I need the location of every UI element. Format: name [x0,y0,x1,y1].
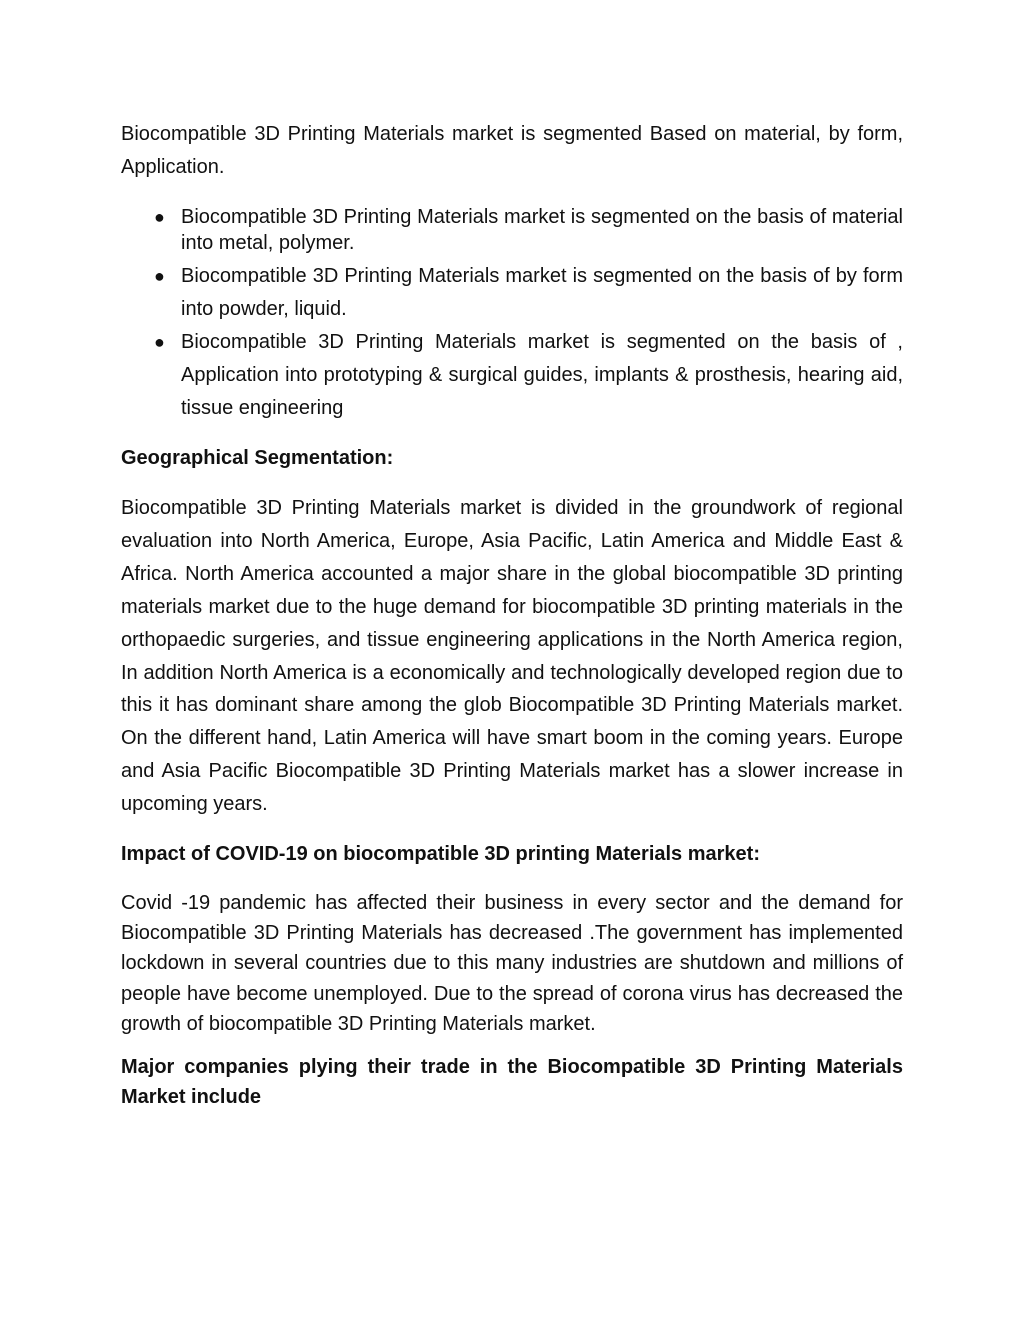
list-item [121,204,903,256]
covid-heading: Impact of COVID-19 on biocompatible 3D printing Materials market: [121,843,760,866]
bullet-icon: ● [154,207,165,227]
list-item [121,326,903,425]
bullet-icon: ● [154,266,165,286]
geographical-paragraph: Biocompatible 3D Printing Materials market is divided in the groundwork of regional evaluation into North America, Europe, Asia Pacific, Latin America and Middle East & Africa. North America accounted a major share in the global biocompatible 3D printing materials market due to the huge demand for biocompatible 3D printing materials in the orthopaedic surgeries, and tissue engineering applications in the North America region, In addition North America is a economically and technologically developed region due to this it has dominant share among the glob Biocompatible 3D Printing Materials market. On the different hand, Latin America will have smart boom in the coming years. Europe and Asia Pacific Biocompatible 3D Printing Materials market has a slower increase in upcoming years. [121,497,903,816]
covid-paragraph: Covid -19 pandemic has affected their business in every sector and the demand for Biocompatible 3D Printing Materials has decreased .The government has implemented lockdown in several countries due to this many industries are shutdown and millions of people have become unemployed. Due to the spread of corona virus has decreased the growth of biocompatible 3D Printing Materials market. [121,892,903,1035]
major-companies-heading: Major companies plying their trade in the Biocompatible 3D Printing Materials Market include [121,1056,903,1109]
list-item-text: Biocompatible 3D Printing Materials market is segmented on the basis of by form into powder, liquid. [181,265,903,320]
segmentation-list [121,204,903,425]
intro-paragraph: Biocompatible 3D Printing Materials market is segmented Based on material, by form, Application. [121,123,903,178]
bullet-icon: ● [154,332,165,352]
geographical-heading: Geographical Segmentation: [121,447,394,469]
document-page [121,118,903,1112]
list-item-text: Biocompatible 3D Printing Materials market is segmented on the basis of , Application into prototyping & surgical guides, implants & prosthesis, hearing aid, tissue engineering [181,331,903,419]
list-item [121,260,903,326]
list-item-text: Biocompatible 3D Printing Materials market is segmented on the basis of material into metal, polymer. [181,206,903,254]
